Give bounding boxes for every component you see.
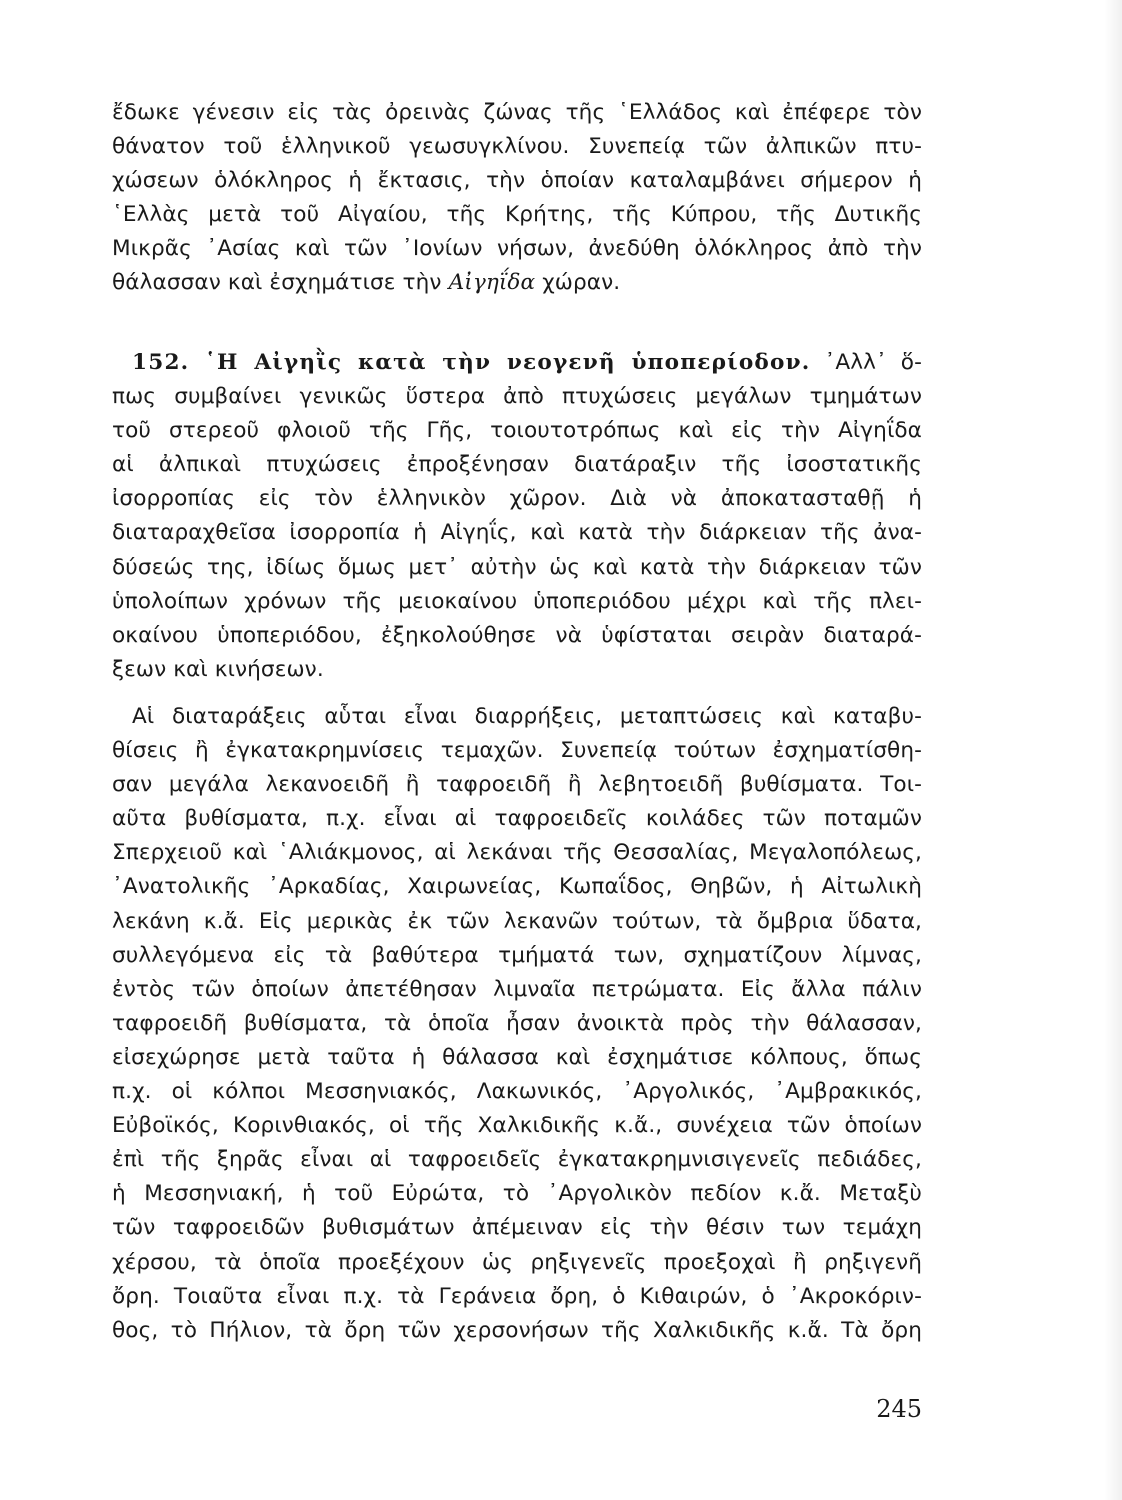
- text-line: Αἱ διαταράξεις αὗται εἶναι διαρρήξεις, μεταπτώσεις καὶ καταβυ-: [132, 704, 922, 729]
- section-heading: 152. ῾Η Αἰγηῒς κατὰ τὴν νεογενῆ ὑποπερίοδον.: [132, 350, 811, 375]
- text-line: συλλεγόμενα εἰς τὰ βαθύτερα τμήματά των, σχηματίζουν λίμνας,: [112, 942, 922, 968]
- text-line: ἐντὸς τῶν ὁποίων ἀπετέθησαν λιμναῖα πετρώματα. Εἰς ἄλλα πάλιν: [112, 976, 922, 1002]
- paragraph-2: [112, 700, 922, 1348]
- text-line: τῶν ταφροειδῶν βυθισμάτων ἀπέμειναν εἰς τὴν θέσιν των τεμάχη: [112, 1215, 922, 1241]
- text-line: ἡ Μεσσηνιακή, ἡ τοῦ Εὐρώτα, τὸ ᾿Αργολικὸν πεδίον κ.ἄ. Μεταξὺ: [112, 1181, 922, 1207]
- text-line: διαταραχθεῖσα ἰσορροπία ἡ Αἰγηΐς, καὶ κατὰ τὴν διάρκειαν τῆς ἀνα-: [112, 520, 922, 546]
- text-line: ἐπὶ τῆς ξηρᾶς εἶναι αἱ ταφροειδεῖς ἐγκατακρημνισιγενεῖς πεδιάδες,: [112, 1147, 922, 1173]
- text-line: λεκάνη κ.ἄ. Εἰς μερικὰς ἐκ τῶν λεκανῶν τούτων, τὰ ὄμβρια ὕδατα,: [112, 908, 922, 934]
- text-line-last: [112, 266, 922, 300]
- text-line: χέρσου, τὰ ὁποῖα προεξέχουν ὡς ρηξιγενεῖς προεξοχαὶ ἢ ρηξιγενῆ: [112, 1249, 922, 1275]
- section-first-line-rest: ᾿Αλλ᾿ ὅ-: [824, 350, 922, 375]
- text-line: Εὐβοϊκός, Κορινθιακός, οἱ τῆς Χαλκιδικῆς κ.ἄ., συνέχεια τῶν ὁποίων: [112, 1113, 922, 1139]
- text-line: αῦτα βυθίσματα, π.χ. εἶναι αἱ ταφροειδεῖς κοιλάδες τῶν ποταμῶν: [112, 806, 922, 832]
- text-line: θάνατον τοῦ ἑλληνικοῦ γεωσυγκλίνου. Συνεπείᾳ τῶν ἀλπικῶν πτυ-: [112, 134, 922, 160]
- text-line: Σπερχειοῦ καὶ ῾Αλιάκμονος, αἱ λεκάναι τῆς Θεσσαλίας, Μεγαλοπόλεως,: [112, 840, 922, 866]
- text-line: αἱ ἀλπικαὶ πτυχώσεις ἐπροξένησαν διατάραξιν τῆς ἰσοστατικῆς: [112, 452, 922, 478]
- text-line: ταφροειδῆ βυθίσματα, τὰ ὁποῖα ἦσαν ἀνοικτὰ πρὸς τὴν θάλασσαν,: [112, 1010, 922, 1036]
- text-line: θος, τὸ Πήλιον, τὰ ὄρη τῶν χερσονήσων τῆς Χαλκιδικῆς κ.ἄ. Τὰ ὄρη: [112, 1317, 922, 1343]
- text-line: δύσεώς της, ἰδίως ὅμως μετ᾿ αὐτὴν ὡς καὶ κατὰ τὴν διάρκειαν τῶν: [112, 554, 922, 580]
- text-line: οκαίνου ὑποπεριόδου, ἐξηκολούθησε νὰ ὑφίσταται σειρὰν διαταρά-: [112, 622, 922, 648]
- aegeis-term: Αἰγηΐδα: [448, 270, 536, 296]
- text-line-last: ξεων καὶ κινήσεων.: [112, 656, 324, 682]
- text-line: ῾Ελλὰς μετὰ τοῦ Αἰγαίου, τῆς Κρήτης, τῆς Κύπρου, τῆς Δυτικῆς: [112, 202, 922, 228]
- text-line: τοῦ στερεοῦ φλοιοῦ τῆς Γῆς, τοιουτοτρόπως καὶ εἰς τὴν Αἰγηΐδα: [112, 418, 922, 444]
- text-line: πως συμβαίνει γενικῶς ὕστερα ἀπὸ πτυχώσεις μεγάλων τμημάτων: [112, 384, 922, 410]
- intro-last-before: θάλασσαν καὶ ἐσχημάτισε τὴν: [112, 270, 442, 296]
- section-heading-line: [112, 346, 922, 380]
- intro-last-after: χώραν.: [542, 270, 621, 296]
- page-number: 245: [876, 1395, 922, 1423]
- section-152: [112, 346, 922, 687]
- text-line: θίσεις ἢ ἐγκατακρημνίσεις τεμαχῶν. Συνεπείᾳ τούτων ἐσχηματίσθη-: [112, 738, 922, 764]
- text-line: Μικρᾶς ᾿Ασίας καὶ τῶν ᾿Ιονίων νήσων, ἀνεδύθη ὁλόκληρος ἀπὸ τὴν: [112, 236, 922, 262]
- text-line: χώσεων ὁλόκληρος ἡ ἔκτασις, τὴν ὁποίαν καταλαμβάνει σήμερον ἡ: [112, 168, 922, 194]
- text-line: ὄρη. Τοιαῦτα εἶναι π.χ. τὰ Γεράνεια ὄρη, ὁ Κιθαιρών, ὁ ᾿Ακροκόριν-: [112, 1283, 922, 1309]
- text-line: εἰσεχώρησε μετὰ ταῦτα ἡ θάλασσα καὶ ἐσχημάτισε κόλπους, ὅπως: [112, 1044, 922, 1070]
- text-line: π.χ. οἱ κόλποι Μεσσηνιακός, Λακωνικός, ᾿Αργολικός, ᾿Αμβρακικός,: [112, 1079, 922, 1105]
- text-line: σαν μεγάλα λεκανοειδῆ ἢ ταφροειδῆ ἢ λεβητοειδῆ βυθίσματα. Τοι-: [112, 772, 922, 798]
- intro-paragraph: [112, 96, 922, 301]
- text-line: ἰσορροπίας εἰς τὸν ἑλληνικὸν χῶρον. Διὰ νὰ ἀποκατασταθῇ ἡ: [112, 486, 922, 512]
- page-edge-shadow: [1104, 0, 1122, 1500]
- text-line: ἔδωκε γένεσιν εἰς τὰς ὀρεινὰς ζώνας τῆς ῾Ελλάδος καὶ ἐπέφερε τὸν: [112, 100, 922, 125]
- text-line: ᾿Ανατολικῆς ᾿Αρκαδίας, Χαιρωνείας, Κωπαΐδος, Θηβῶν, ἡ Αἰτωλικὴ: [112, 874, 922, 900]
- text-line: ὑπολοίπων χρόνων τῆς μειοκαίνου ὑποπεριόδου μέχρι καὶ τῆς πλει-: [112, 588, 922, 614]
